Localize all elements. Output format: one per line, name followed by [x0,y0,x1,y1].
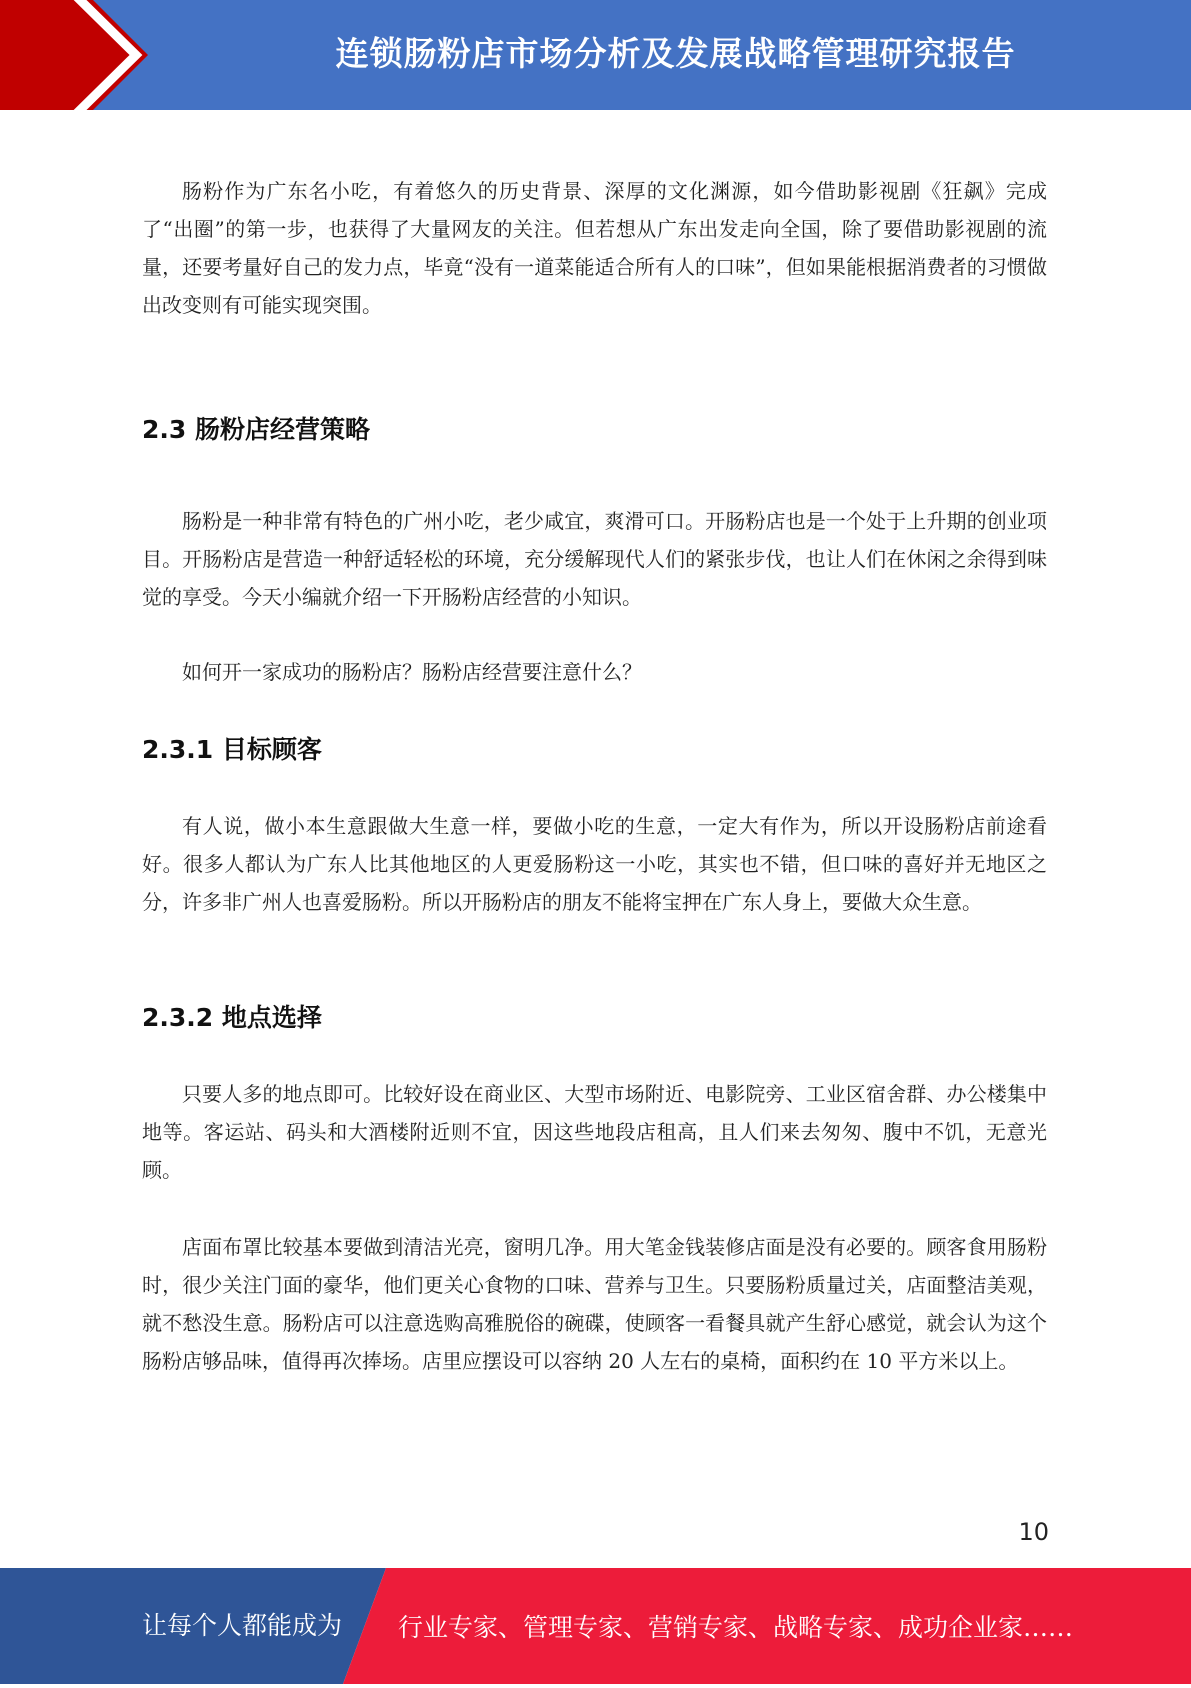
header-banner [0,0,1191,110]
section-2-3-1-heading: 2.3.1 目标顾客 [142,735,322,764]
footer-slogan-left: 让每个人都能成为 [142,1611,343,1640]
header-chevron-shape [0,0,160,110]
section-2-3-paragraph-1: 肠粉是一种非常有特色的广州小吃，老少咸宜，爽滑可口。开肠粉店也是一个处于上升期的创业项目。开肠粉店是营造一种舒适轻松的环境，充分缓解现代人们的紧张步伐，也让人们在休闲之余得到味觉的享受。今天小编就介绍一下开肠粉店经营的小知识。 [142,509,1047,609]
footer-slogan-right: 行业专家、管理专家、营销专家、战略专家、成功企业家…… [398,1613,1074,1642]
report-title: 连锁肠粉店市场分析及发展战略管理研究报告 [335,34,1016,73]
section-2-3-2-paragraph-2: 店面布罩比较基本要做到清洁光亮，窗明几净。用大笔金钱装修店面是没有必要的。顾客食用肠粉时，很少关注门面的豪华，他们更关心食物的口味、营养与卫生。只要肠粉质量过关，店面整洁美观，就不愁没生意。肠粉店可以注意选购高雅脱俗的碗碟，使顾客一看餐具就产生舒心感觉，就会认为这个肠粉店够品味，值得再次捧场。店里应摆设可以容纳 20 人左右的桌椅，面积约在 10 平方米以上。 [142,1235,1047,1373]
footer-banner [0,1568,1191,1684]
section-2-3-heading: 2.3 肠粉店经营策略 [142,415,370,444]
section-2-3-paragraph-2: 如何开一家成功的肠粉店？肠粉店经营要注意什么？ [182,660,642,684]
section-2-3-2-paragraph-1: 只要人多的地点即可。比较好设在商业区、大型市场附近、电影院旁、工业区宿舍群、办公楼集中地等。客运站、码头和大酒楼附近则不宜，因这些地段店租高，且人们来去匆匆、腹中不饥，无意光顾。 [142,1082,1047,1182]
section-2-3-2-heading: 2.3.2 地点选择 [142,1003,322,1032]
intro-paragraph: 肠粉作为广东名小吃，有着悠久的历史背景、深厚的文化渊源，如今借助影视剧《狂飙》完成了“出圈”的第一步，也获得了大量网友的关注。但若想从广东出发走向全国，除了要借助影视剧的流量，还要考量好自己的发力点，毕竟“没有一道菜能适合所有人的口味”，但如果能根据消费者的习惯做出改变则有可能实现突围。 [142,179,1047,317]
page-number: 10 [1018,1518,1049,1546]
section-2-3-1-paragraph: 有人说，做小本生意跟做大生意一样，要做小吃的生意，一定大有作为，所以开设肠粉店前途看好。很多人都认为广东人比其他地区的人更爱肠粉这一小吃，其实也不错，但口味的喜好并无地区之分，许多非广州人也喜爱肠粉。所以开肠粉店的朋友不能将宝押在广东人身上，要做大众生意。 [142,814,1047,914]
